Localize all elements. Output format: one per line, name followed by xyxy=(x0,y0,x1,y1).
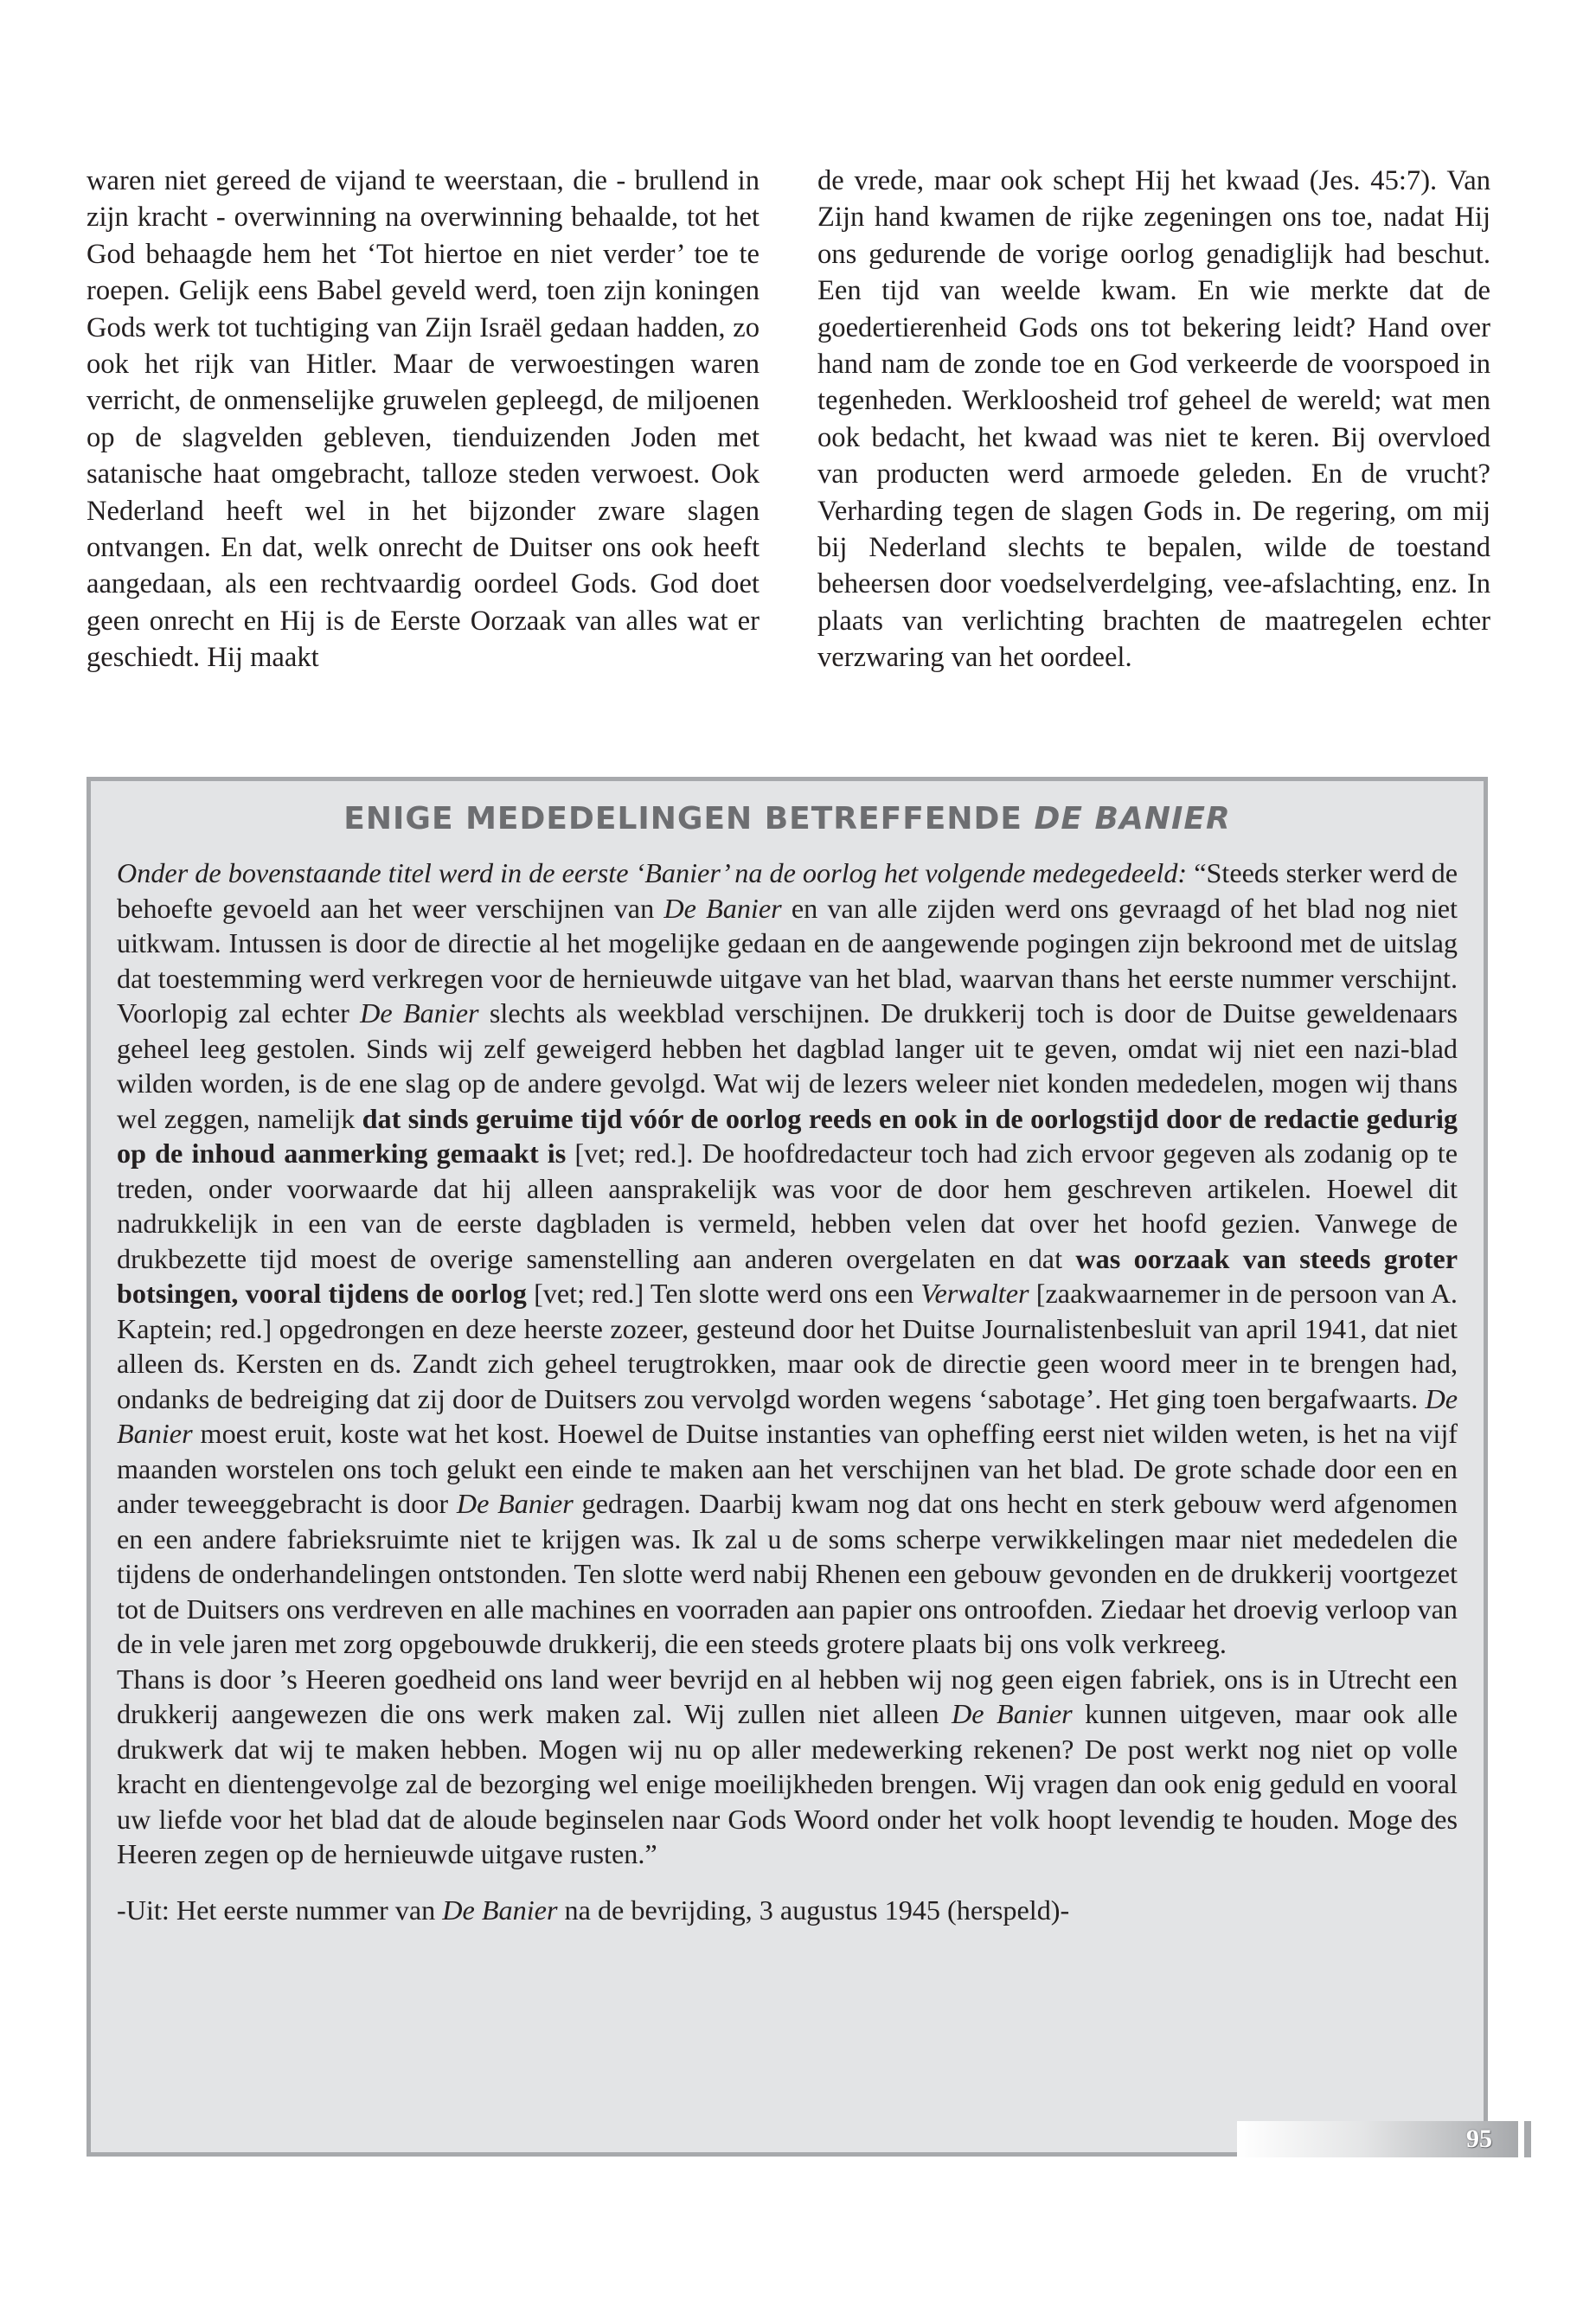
page-number: 95 xyxy=(1466,2125,1492,2153)
box-it1: De Banier xyxy=(663,892,782,924)
box-source-prefix: -Uit: Het eerste nummer van xyxy=(117,1894,443,1926)
box-it3: Verwalter xyxy=(920,1278,1029,1309)
box-paragraph-2 xyxy=(117,1662,1458,1872)
box-it5: De Banier xyxy=(456,1488,574,1519)
box-seg2: en van alle zijden werd ons gevraagd of het blad nog niet uitkwam. Intussen is door de directie al het mogelijke gedaan en de aangewende pogingen zijn bekroond met de uitslag dat toestemming werd verkregen voor de hernieuwde uitgave van het blad, waarvan thans het eerste nummer verschijnt. Voorlopig zal echter xyxy=(117,892,1458,1029)
box-intro: Onder de bovenstaande titel werd in de eerste ‘Banier’ na de oorlog het volgende medegedeeld: xyxy=(117,857,1188,888)
box-seg7: moest eruit, koste wat het kost. Hoewel de Duitse instanties van opheffing eerst niet wilden weten, is het na vijf maanden worstelen ons toch gelukt een einde te maken aan het verschijnen van het blad. De grote schade door een en ander teweeggebracht is door xyxy=(117,1418,1458,1519)
info-box xyxy=(87,777,1488,2157)
box-source xyxy=(117,1893,1463,1927)
box-seg6: [zaakwaarnemer in de persoon van A. Kaptein; red.] opgedrongen en deze heerste zozeer, gesteund door het Duitse Journalistenbesluit van april 1941, dat niet alleen ds. Kersten en ds. Zandt zich geheel terugtrokken, maar ook de directie geen woord meer in te brengen had, ondanks de bedreiging dat zij door de Duitsers zou vervolgd worden wegens ‘sabotage’. Het ging toen bergafwaarts. xyxy=(117,1278,1458,1414)
box-bold2: was oorzaak van steeds groter botsingen, vooral tijdens de oorlog xyxy=(117,1242,1458,1309)
page-number-stripe xyxy=(1524,2121,1531,2157)
box-seg4: [vet; red.]. De hoofdredacteur toch had zich ervoor gegeven als zodanig op te treden, onder voorwaarde dat hij alleen aansprakelijk was voor de door hem geschreven artikelen. Hoewel dit nadrukkelijk in een van de eerste dagbladen is vermeld, hebben velen dat over het hoofd gezien. Vanwege de drukbezette tijd moest de overige samenstelling aan anderen overgelaten en dat xyxy=(117,1138,1458,1274)
box-seg3: slechts als weekblad verschijnen. De drukkerij toch is door de Duitse geweldenaars geheel leeg gestolen. Sinds wij zelf geweigerd hebben het dagblad langer uit te geven, omdat wij niet een nazi-blad wilden worden, is de ene slag op de andere gevolgd. Wat wij de lezers weleer niet konden mededelen, mogen wij thans wel zeggen, namelijk xyxy=(117,997,1458,1134)
box-title-italic: DE BANIER xyxy=(1034,801,1231,836)
box-source-italic: De Banier xyxy=(442,1894,558,1926)
box-title-prefix: ENIGE MEDEDELINGEN BETREFFENDE xyxy=(343,801,1035,836)
box-body xyxy=(112,856,1463,1872)
box-source-suffix: na de bevrijding, 3 augustus 1945 (herspeld)- xyxy=(557,1894,1070,1926)
box-paragraph-1 xyxy=(117,856,1458,1662)
column-left-text: waren niet gereed de vijand te weerstaan, die - brullend in zijn kracht - overwinning na overwinning behaalde, tot het God behaagde hem het ‘Tot hiertoe en niet verder’ toe te roepen. Gelijk eens Babel geveld werd, toen zijn koningen Gods werk tot tuchtiging van Zijn Israël gedaan hadden, zo ook het rijk van Hitler. Maar de verwoestingen waren verricht, de onmenselijke gruwelen gepleegd, de miljoenen op de slagvelden gebleven, tienduizenden Joden met satanische haat omgebracht, talloze steden verwoest. Ook Nederland heeft wel in het bijzonder zware slagen ontvangen. En dat, welk onrecht de Duitser ons ook heeft aangedaan, als een rechtvaardig oordeel Gods. God doet geen onrecht en Hij is de Eerste Oorzaak van alles wat er geschiedt. Hij maakt xyxy=(87,165,760,674)
column-right xyxy=(817,163,1490,676)
box-it2: De Banier xyxy=(360,997,479,1029)
box-it4: De Banier xyxy=(117,1382,1458,1449)
box-seg5: [vet; red.] Ten slotte werd ons een xyxy=(526,1278,921,1309)
column-left xyxy=(87,163,760,676)
box-seg8: gedragen. Daarbij kwam nog dat ons hecht en sterk gebouw werd afgenomen en een andere fabrieksruimte niet te krijgen was. Ik zal u de soms scherpe verwikkelingen maar niet mededelen die tijdens de onderhandelingen ontstonden. Ten slotte werd nabij Rhenen een gebouw gevonden en de drukkerij voortgezet tot de Duitsers ons verdreven en alle machines en voorraden aan papier ons ontroofden. Ziedaar het droevig verloop van de in vele jaren met zorg opgebouwde drukkerij, die een steeds grotere plaats bij ons volk verkreeg. xyxy=(117,1488,1458,1659)
box-p2-seg1: Thans is door ’s Heeren goedheid ons land weer bevrijd en al hebben wij nog geen eigen fabriek, ons is in Utrecht een drukkerij aangewezen die ons werk maken zal. Wij zullen niet alleen xyxy=(117,1663,1458,1729)
column-right-text: de vrede, maar ook schept Hij het kwaad (Jes. 45:7). Van Zijn hand kwamen de rijke zegeningen ons toe, nadat Hij ons gedurende de vorige oorlog genadiglijk had beschut. Een tijd van weelde kwam. En wie merkte dat de goedertierenheid Gods ons tot bekering leidt? Hand over hand nam de zonde toe en God verkeerde de voorspoed in tegenheden. Werkloosheid trof geheel de wereld; wat men ook bedacht, het kwaad was niet te keren. Bij overvloed van producten werd armoede geleden. En de vrucht? Verharding tegen de slagen Gods in. De regering, om mij bij Nederland slechts te bepalen, wilde de toestand beheersen door voedselverdelging, vee-afslachting, enz. In plaats van verlichting brachten de maatregelen echter verzwaring van het oordeel. xyxy=(817,165,1490,674)
box-title xyxy=(112,797,1463,842)
box-seg1: “Steeds sterker werd de behoefte gevoeld aan het weer verschijnen van xyxy=(117,857,1458,924)
box-p2-it1: De Banier xyxy=(951,1698,1073,1729)
box-p2-seg2: kunnen uitgeven, maar ook alle drukwerk dat wij te maken hebben. Mogen wij nu op aller medewerking rekenen? De post werkt nog niet op volle kracht en dientengevolge zal de bezorging wel enige moeilijkheden brengen. Wij vragen dan ook enig geduld en vooral uw liefde voor het blad dat de aloude beginselen naar Gods Woord onder het volk hoopt levendig te houden. Moge des Heeren zegen op de hernieuwde uitgave rusten.” xyxy=(117,1698,1458,1869)
box-bold1: dat sinds geruime tijd vóór de oorlog reeds en ook in de oorlogstijd door de redactie gedurig op de inhoud aanmerking gemaakt is xyxy=(117,1102,1458,1169)
